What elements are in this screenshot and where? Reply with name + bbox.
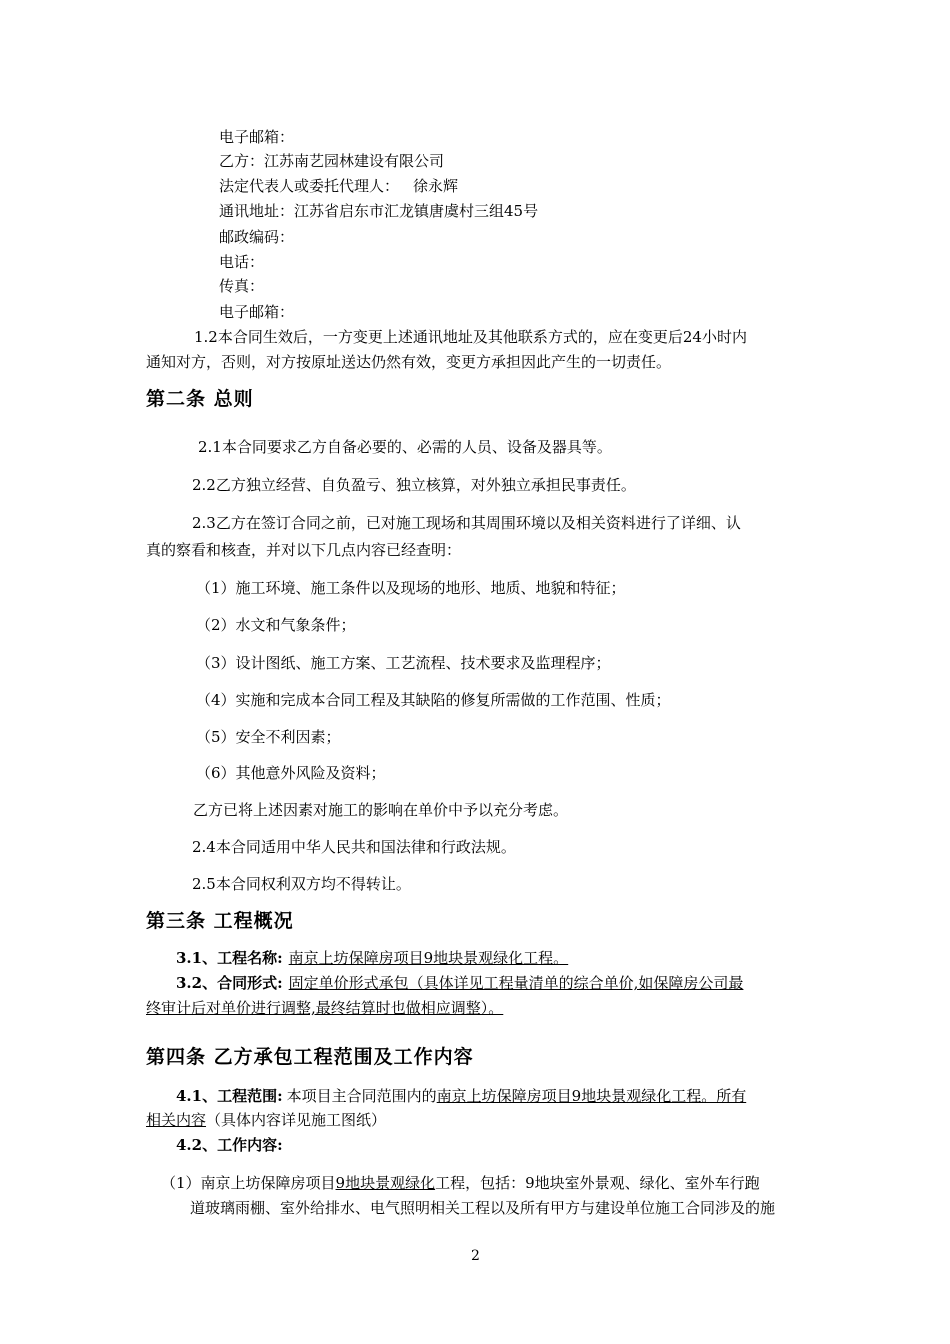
list-item: （4）实施和完成本合同工程及其缺陷的修复所需做的工作范围、性质；: [196, 691, 671, 709]
clause-1-2-line1: 1.2本合同生效后，一方变更上述通讯地址及其他联系方式的，应在变更后24小时内: [194, 328, 747, 346]
work-item-suffix: 工程，包括：9地块室外景观、绿化、室外车行跑: [435, 1174, 760, 1192]
work-item-underlined: 9地块景观绿化: [335, 1174, 436, 1192]
party-b-representative: [219, 175, 458, 197]
clause-2-5: 2.5本合同权利双方均不得转让。: [192, 875, 411, 893]
clause-2-3-conclusion: 乙方已将上述因素对施工的影响在单价中予以充分考虑。: [193, 801, 569, 819]
contract-form-value: 固定单价形式承包（具体详见工程量清单的综合单价,如保障房公司最: [288, 974, 744, 992]
project-name-label: 3.1、工程名称:: [176, 949, 283, 967]
work-item-prefix: （1）南京上坊保障房项目: [161, 1174, 336, 1192]
party-b-address: 通讯地址：江苏省启东市汇龙镇唐虞村三组45号: [219, 202, 539, 220]
contract-form-value-cont: 终审计后对单价进行调整,最终结算时也做相应调整）。: [146, 999, 504, 1017]
clause-1-2-line2: 通知对方，否则，对方按原址送达仍然有效，变更方承担因此产生的一切责任。: [146, 353, 672, 371]
scope-text-underlined: 南京上坊保障房项目9地块景观绿化工程。所有: [436, 1087, 747, 1105]
party-b-fax: 传真：: [219, 277, 265, 295]
clause-2-1: 2.1本合同要求乙方自备必要的、必需的人员、设备及器具等。: [198, 438, 612, 456]
article-3-heading: 第三条 工程概况: [146, 910, 294, 932]
list-item: （6）其他意外风险及资料；: [196, 764, 386, 782]
party-b-email: 电子邮箱：: [219, 303, 295, 321]
party-b-name: 乙方：江苏南艺园林建设有限公司: [219, 152, 445, 170]
scope-row: [176, 1085, 746, 1107]
project-name-value: 南京上坊保障房项目9地块景观绿化工程。: [288, 949, 569, 967]
party-b-postcode: 邮政编码：: [219, 228, 295, 246]
contract-form-label: 3.2、合同形式:: [176, 974, 283, 992]
contract-form-row: [176, 972, 743, 994]
party-b-phone: 电话：: [219, 253, 265, 271]
work-label-text: 4.2、工作内容:: [176, 1136, 283, 1154]
clause-2-3-line1: 2.3乙方在签订合同之前，已对施工现场和其周围环境以及相关资料进行了详细、认: [192, 514, 741, 532]
scope-note: （具体内容详见施工图纸）: [206, 1111, 387, 1129]
representative-name: 徐永辉: [413, 177, 459, 195]
list-item: （1）施工环境、施工条件以及现场的地形、地质、地貌和特征；: [196, 579, 626, 597]
clause-2-4: 2.4本合同适用中华人民共和国法律和行政法规。: [192, 838, 516, 856]
work-content-label: [176, 1134, 283, 1156]
list-item: （3）设计图纸、施工方案、工艺流程、技术要求及监理程序；: [196, 654, 611, 672]
representative-label: 法定代表人或委托代理人：: [219, 177, 400, 195]
scope-label: 4.1、工程范围:: [176, 1087, 283, 1105]
article-2-heading: 第二条 总则: [146, 388, 254, 410]
list-item: （2）水文和气象条件；: [196, 616, 356, 634]
clause-2-2: 2.2乙方独立经营、自负盈亏、独立核算，对外独立承担民事责任。: [192, 476, 636, 494]
clause-2-3-line2: 真的察看和核查，并对以下几点内容已经查明：: [146, 541, 462, 559]
party-a-email: 电子邮箱：: [219, 128, 295, 146]
scope-text: 本项目主合同范围内的: [286, 1087, 437, 1105]
scope-related-content: 相关内容: [146, 1111, 207, 1129]
project-name-row: [176, 947, 568, 969]
list-item: （5）安全不利因素；: [196, 728, 341, 746]
scope-row-cont: [146, 1109, 386, 1131]
page-number: 2: [471, 1248, 480, 1264]
article-4-heading: 第四条 乙方承包工程范围及工作内容: [146, 1046, 474, 1068]
work-item-1-line2: 道玻璃雨棚、室外给排水、电气照明相关工程以及所有甲方与建设单位施工合同涉及的施: [190, 1199, 776, 1217]
work-item-1-line1: [161, 1172, 760, 1194]
